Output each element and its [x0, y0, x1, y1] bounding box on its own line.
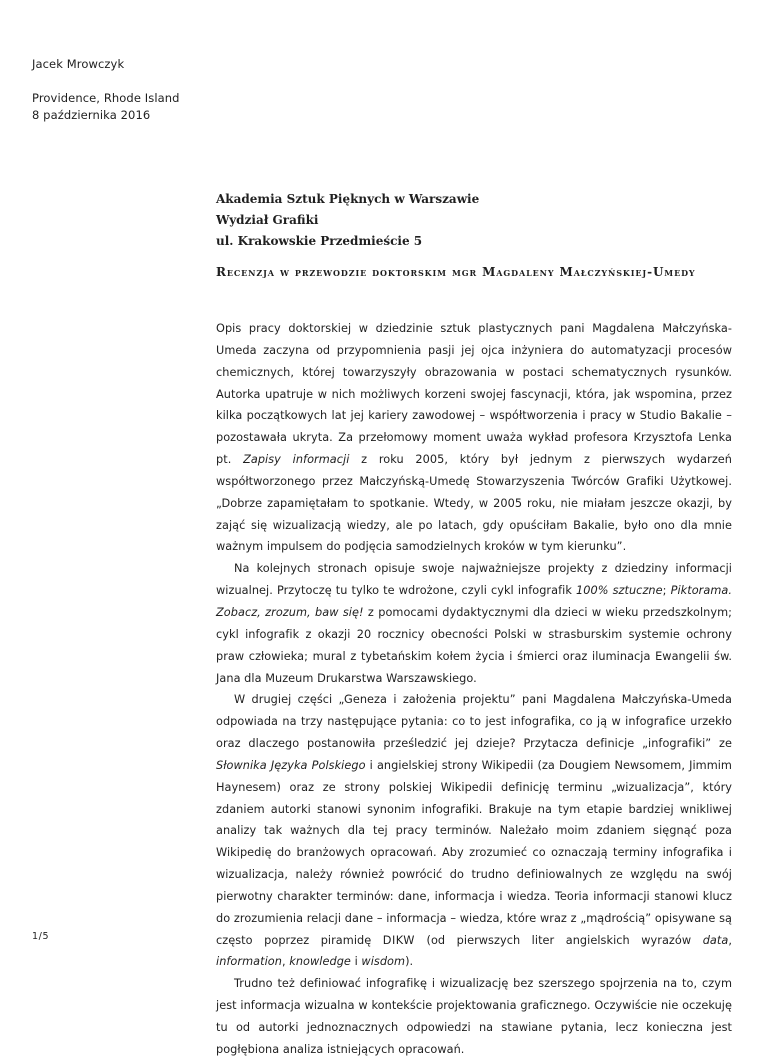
- page-number: 1/5: [32, 931, 50, 942]
- recipient-line-faculty: Wydział Grafiki: [216, 213, 319, 227]
- paragraph-3-italic-1: Słownika Języka Polskiego: [216, 758, 366, 772]
- paragraph-3-text-b: i angielskiej strony Wikipedii (za Dougiem Newsomem, Jimmim Haynesem) oraz ze strony polskiej Wikipedii definicję terminu „wizualizacja”, który zdaniem autorki stanowi synonim infografiki. Brakuje na tym etapie bardziej wnikliwej analizy tak ważnych dla tej pracy terminów. Należało moim zdaniem sięgnąć poza Wikipedię do branżowych opracowań. Aby zrozumieć co oznaczają terminy infografika i wizualizacja, należy również powrócić do trudno definiowalnych ze względu na swój pierwotny charakter terminów: dane, informacja i wiedza. Teoria informacji stanowi klucz do zrozumienia relacji dane – informacja – wiedza, które wraz z „mądrością” opisywane są często poprzez piramidę: [216, 758, 732, 947]
- sender-city: Providence, Rhode Island: [32, 91, 180, 105]
- paragraph-3-text-f: i: [350, 955, 362, 969]
- paragraph-2-italic-2: Piktorama. Zobacz, zrozum, baw się!: [216, 584, 732, 619]
- paragraph-3-dikw: DIKW: [382, 933, 415, 947]
- recipient-line-street: ul. Krakowskie Przedmieście 5: [216, 234, 423, 248]
- paragraph-1-text-a: Opis pracy doktorskiej w dziedzinie sztuk plastycznych pani Magdalena Małczyńska-Umeda zaczyna od przypomnienia pasji jej ojca inżyniera do automatyzacji procesów chemicznych, której towarzyszyły obrazowania w postaci schematycznych rysunków. Autorka upatruje w nich możliwych korzeni swojej fascynacji, która, jak wspomina, przez kilka początkowych lat jej kariery zawodowej – współtworzenia i pracy w Studio Bakalie – pozostawała ukryta. Za przełomowy moment uważa wykład profesora Krzysztofa Lenka pt.: [216, 322, 732, 467]
- recipient-address: [216, 189, 479, 252]
- sender-block: [32, 56, 180, 124]
- paragraph-3-italic-4: knowledge: [289, 955, 351, 969]
- sender-name: Jacek Mrowczyk: [32, 57, 125, 71]
- paragraph-2-text-c: z pomocami dydaktycznymi dla dzieci w wieku przedszkolnym; cykl infografik z okazji 20 rocznicy obecności Polski w strasburskim systemie ochrony praw człowieka; mural z tybetańskim kołem życia i śmierci oraz iluminacja Ewangelii św. Jana dla Muzeum Drukarstwa Warszawskiego.: [216, 605, 732, 685]
- paragraph-4-text: Trudno też definiować infografikę i wizualizację bez szerszego spojrzenia na to, czym jest informacja wizualna w kontekście projektowania graficznego. Oczywiście nie oczekuję tu od autorki jednoznacznych odpowiedzi na stawiane pytania, lecz konieczna jest pogłębiona analiza istniejących opracowań.: [216, 977, 732, 1056]
- paragraph-1: [216, 318, 732, 558]
- paragraph-3-text-a: W drugiej części „Geneza i założenia projektu” pani Magdalena Małczyńska-Umeda odpowiada na trzy następujące pytania: co to jest infografika, co ją w infografice urzekło oraz dlaczego postanowiła prześledzić jej dzieje? Przytacza definicje „infografiki” ze: [216, 693, 732, 751]
- paragraph-3-text-g: ).: [405, 955, 414, 969]
- paragraph-3-italic-2: data: [702, 933, 729, 947]
- paragraph-3: [216, 689, 732, 973]
- paragraph-3-text-c: (od pierwszych liter angielskich wyrazów: [414, 933, 703, 947]
- paragraph-3-text-e: ,: [281, 955, 290, 969]
- paragraph-3-italic-3: information: [216, 955, 282, 969]
- paragraph-2: [216, 558, 732, 689]
- paragraph-2-text-a: Na kolejnych stronach opisuje swoje najważniejsze projekty z dziedziny informacji wizualnej. Przytoczę tu tylko te wdrożone, czyli cykl infografik: [216, 562, 732, 598]
- paragraph-1-text-b: z roku 2005, który był jednym z pierwszych wydarzeń współtworzonego przez Małczyńską-Umedę Stowarzyszenia Twórców Grafiki Użytkowej. „Dobrze zapamiętałam to spotkanie. Wtedy, w 2005 roku, nie miałam jeszcze okazji, by zająć się wizualizacją wiedzy, ale po latach, gdy opuściłam Bakalie, było ono dla mnie ważnym impulsem do podjęcia samodzielnych kroków w tym kierunku”.: [216, 453, 733, 554]
- recipient-line-institution: Akademia Sztuk Pięknych w Warszawie: [216, 192, 480, 206]
- paragraph-2-text-b: ;: [662, 584, 671, 598]
- review-body: [216, 318, 732, 1061]
- paragraph-3-italic-5: wisdom: [361, 955, 406, 969]
- letter-date: 8 października 2016: [32, 108, 151, 122]
- paragraph-1-italic-title: Zapisy informacji: [243, 453, 350, 467]
- paragraph-3-text-d: ,: [728, 933, 732, 947]
- paragraph-2-italic-1: 100% sztuczne: [576, 584, 663, 598]
- sender-spacer: [32, 73, 180, 90]
- document-title: Recenzja w przewodzie doktorskim mgr Magdaleny Małczyńskiej-Umedy: [216, 265, 696, 279]
- paragraph-4: [216, 973, 732, 1060]
